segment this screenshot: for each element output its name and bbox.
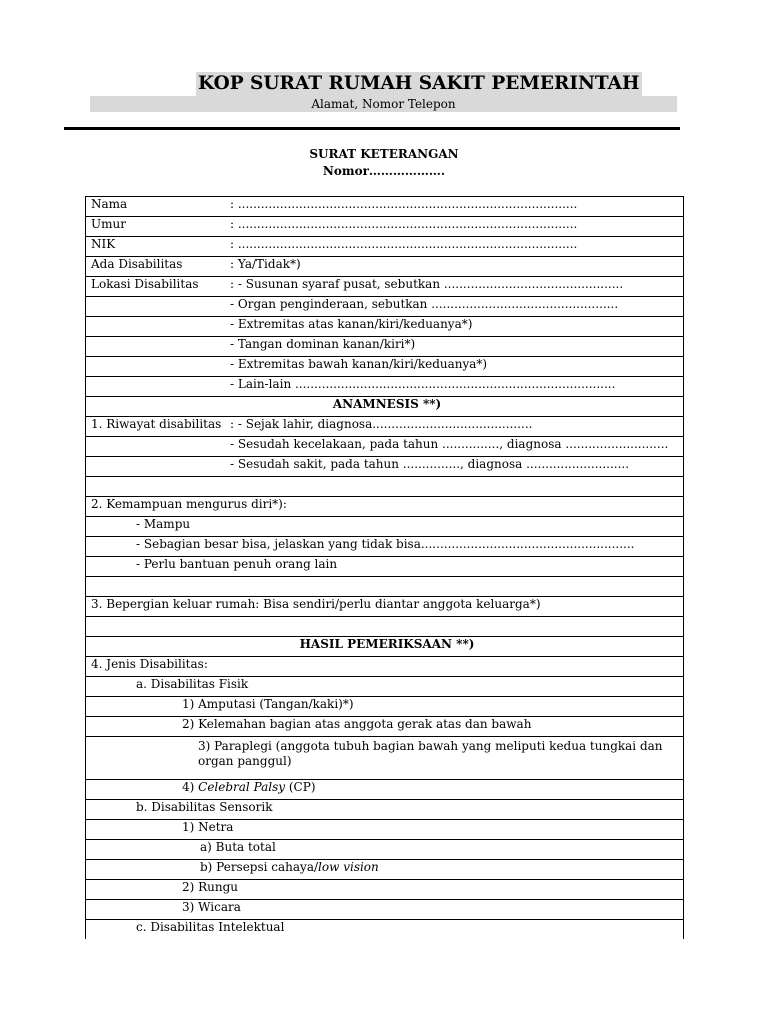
- field-bepergian[interactable]: 3. Bepergian keluar rumah: Bisa sendiri/perlu diantar anggota keluarga*): [86, 597, 684, 617]
- field-lokasi-organ[interactable]: - Organ penginderaan, sebutkan .................................................: [225, 297, 684, 317]
- row-lokasi-5: [86, 357, 684, 377]
- row-anamnesis-heading: [86, 397, 684, 417]
- row-kemampuan-1: [86, 517, 684, 537]
- option-cerebral-palsy[interactable]: 4) Celebral Palsy (CP): [86, 780, 684, 800]
- row-lokasi-6: [86, 377, 684, 397]
- row-blank: [86, 617, 684, 637]
- option-bantuan-penuh[interactable]: - Perlu bantuan penuh orang lain: [86, 557, 684, 577]
- field-riwayat-lahir[interactable]: : - Sejak lahir, diagnosa..........................................: [225, 417, 684, 437]
- row-fisik-4: [86, 780, 684, 800]
- document-title: SURAT KETERANGAN: [309, 147, 459, 161]
- label-jenis-disabilitas: 4. Jenis Disabilitas:: [86, 657, 684, 677]
- label-nama: Nama: [86, 197, 226, 217]
- row-blank: [86, 577, 684, 597]
- row-lokasi-2: [86, 297, 684, 317]
- option-wicara[interactable]: 3) Wicara: [86, 900, 684, 920]
- option-low-vision[interactable]: b) Persepsi cahaya/low vision: [86, 860, 684, 880]
- form-table: [85, 196, 684, 939]
- row-umur: [86, 217, 684, 237]
- option-netra[interactable]: 1) Netra: [86, 820, 684, 840]
- row-fisik-2: [86, 717, 684, 737]
- label-kemampuan: 2. Kemampuan mengurus diri*):: [86, 497, 684, 517]
- field-ada-disabilitas[interactable]: : Ya/Tidak*): [225, 257, 684, 277]
- row-rungu: [86, 880, 684, 900]
- field-lokasi-lain[interactable]: - Lain-lain ....................................................................................: [225, 377, 684, 397]
- row-bepergian: [86, 597, 684, 617]
- field-nik[interactable]: : .........................................................................................: [225, 237, 684, 257]
- row-netra: [86, 820, 684, 840]
- option-mampu[interactable]: - Mampu: [86, 517, 684, 537]
- row-jenis: [86, 657, 684, 677]
- row-lokasi-3: [86, 317, 684, 337]
- label-nik: NIK: [86, 237, 226, 257]
- field-lokasi-syaraf[interactable]: : - Susunan syaraf pusat, sebutkan ...............................................: [225, 277, 684, 297]
- option-paraplegi[interactable]: 3) Paraplegi (anggota tubuh bagian bawah yang meliputi kedua tungkai dan organ panggul): [86, 737, 684, 780]
- option-amputasi[interactable]: 1) Amputasi (Tangan/kaki)*): [86, 697, 684, 717]
- label-umur: Umur: [86, 217, 226, 237]
- field-riwayat-sakit[interactable]: - Sesudah sakit, pada tahun ..............., diagnosa ...........................: [225, 457, 684, 477]
- label-disabilitas-sensorik: b. Disabilitas Sensorik: [86, 800, 684, 820]
- row-riwayat-3: [86, 457, 684, 477]
- option-buta-total[interactable]: a) Buta total: [86, 840, 684, 860]
- label-lokasi-disabilitas: Lokasi Disabilitas: [86, 277, 226, 297]
- row-fisik-1: [86, 697, 684, 717]
- row-riwayat-2: [86, 437, 684, 457]
- row-hasil-heading: [86, 637, 684, 657]
- field-lokasi-tangan-dominan[interactable]: - Tangan dominan kanan/kiri*): [225, 337, 684, 357]
- row-kemampuan-2: [86, 537, 684, 557]
- row-intelektual: [86, 920, 684, 940]
- row-lokasi-1: [86, 277, 684, 297]
- label-ada-disabilitas: Ada Disabilitas: [86, 257, 226, 277]
- row-nik: [86, 237, 684, 257]
- section-hasil-pemeriksaan: HASIL PEMERIKSAAN **): [86, 637, 684, 657]
- section-anamnesis: ANAMNESIS **): [86, 397, 684, 417]
- row-sensorik: [86, 800, 684, 820]
- document-number: Nomor……………….: [322, 164, 446, 178]
- field-lokasi-ekstremitas-bawah[interactable]: - Extremitas bawah kanan/kiri/keduanya*): [225, 357, 684, 377]
- label-riwayat: 1. Riwayat disabilitas: [86, 417, 226, 437]
- row-ada-disabilitas: [86, 257, 684, 277]
- label-disabilitas-fisik: a. Disabilitas Fisik: [86, 677, 684, 697]
- field-riwayat-kecelakaan[interactable]: - Sesudah kecelakaan, pada tahun ..............., diagnosa ...........................: [225, 437, 684, 457]
- letterhead-address: Alamat, Nomor Telepon: [90, 96, 677, 112]
- label-disabilitas-intelektual: c. Disabilitas Intelektual: [86, 920, 684, 940]
- field-nama[interactable]: : .........................................................................................: [225, 197, 684, 217]
- field-lokasi-ekstremitas-atas[interactable]: - Extremitas atas kanan/kiri/keduanya*): [225, 317, 684, 337]
- row-netra-a: [86, 840, 684, 860]
- row-blank: [86, 477, 684, 497]
- row-netra-b: [86, 860, 684, 880]
- option-rungu[interactable]: 2) Rungu: [86, 880, 684, 900]
- field-umur[interactable]: : .........................................................................................: [225, 217, 684, 237]
- row-nama: [86, 197, 684, 217]
- row-fisik: [86, 677, 684, 697]
- row-fisik-3: [86, 737, 684, 780]
- row-wicara: [86, 900, 684, 920]
- row-kemampuan: [86, 497, 684, 517]
- option-kelemahan[interactable]: 2) Kelemahan bagian atas anggota gerak atas dan bawah: [86, 717, 684, 737]
- letterhead-title: KOP SURAT RUMAH SAKIT PEMERINTAH: [198, 73, 640, 94]
- letterhead-divider: [64, 127, 680, 130]
- row-kemampuan-3: [86, 557, 684, 577]
- option-sebagian[interactable]: - Sebagian besar bisa, jelaskan yang tidak bisa........................................................: [86, 537, 684, 557]
- row-lokasi-4: [86, 337, 684, 357]
- row-riwayat-1: [86, 417, 684, 437]
